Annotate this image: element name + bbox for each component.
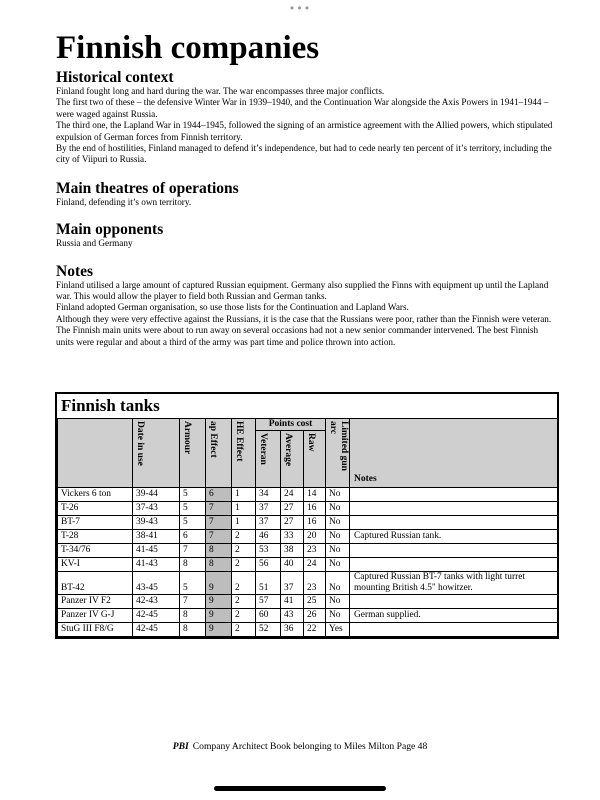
cell-armour: 5 (180, 502, 206, 516)
cell-he: 1 (232, 516, 256, 530)
cell-vet: 34 (256, 488, 281, 502)
cell-limited: No (326, 544, 350, 558)
cell-raw: 16 (304, 502, 326, 516)
cell-armour: 5 (180, 572, 206, 595)
notes-text (56, 280, 556, 348)
table-row (58, 623, 558, 637)
heading-opponents: Main opponents (56, 221, 164, 239)
cell-notes: German supplied. (350, 609, 558, 623)
cell-raw: 22 (304, 623, 326, 637)
heading-historical: Historical context (56, 69, 174, 86)
historical-line: The first two of these – the defensive Winter War in 1939–1940, and the Continuation War alongside the Axis Powers in 1941–1944 – were waged against Russia. (56, 97, 549, 119)
cell-ap: 9 (206, 609, 232, 623)
cell-name: T-34/76 (58, 544, 133, 558)
cell-vet: 60 (256, 609, 281, 623)
cell-avg: 43 (281, 609, 304, 623)
cell-date: 39-44 (133, 488, 180, 502)
cell-limited: No (326, 572, 350, 595)
cell-limited: Yes (326, 623, 350, 637)
header-points-group: Points cost (256, 419, 325, 431)
cell-vet: 57 (256, 595, 281, 609)
header-armour: Armour (180, 419, 206, 488)
header-raw: Raw (305, 433, 316, 452)
cell-avg: 41 (281, 595, 304, 609)
cell-notes (350, 558, 558, 572)
table-row (58, 530, 558, 544)
cell-limited: No (326, 609, 350, 623)
cell-name: Panzer IV F2 (58, 595, 133, 609)
cell-limited: No (326, 595, 350, 609)
cell-avg: 33 (281, 530, 304, 544)
cell-name: Panzer IV G-J (58, 609, 133, 623)
cell-avg: 27 (281, 502, 304, 516)
cell-limited: No (326, 502, 350, 516)
tanks-table-title: Finnish tanks (61, 396, 160, 415)
cell-vet: 46 (256, 530, 281, 544)
cell-vet: 53 (256, 544, 281, 558)
cell-avg: 27 (281, 516, 304, 530)
table-row (58, 572, 558, 595)
cell-name: BT-7 (58, 516, 133, 530)
cell-he: 2 (232, 572, 256, 595)
cell-armour: 7 (180, 595, 206, 609)
cell-armour: 5 (180, 488, 206, 502)
cell-armour: 5 (180, 516, 206, 530)
cell-ap: 8 (206, 544, 232, 558)
cell-raw: 23 (304, 544, 326, 558)
cell-raw: 26 (304, 609, 326, 623)
cell-notes (350, 502, 558, 516)
footer-text: Company Architect Book belonging to Miles Milton Page 48 (192, 741, 428, 752)
historical-line: Finland fought long and hard during the war. The war encompasses three major conflicts. (56, 86, 385, 96)
header-date: Date in use (133, 419, 180, 488)
cell-vet: 52 (256, 623, 281, 637)
cell-date: 41-45 (133, 544, 180, 558)
table-row (58, 609, 558, 623)
tanks-table (57, 418, 558, 637)
header-average: Average (282, 433, 293, 467)
cell-armour: 7 (180, 544, 206, 558)
cell-name: KV-I (58, 558, 133, 572)
cell-he: 2 (232, 544, 256, 558)
historical-line: The third one, the Lapland War in 1944–1945, followed the signing of an armistice agreement with the Allied powers, which stipulated expulsion of German forces from Finnish territory. (56, 120, 553, 142)
footer-label: PBI (172, 741, 189, 752)
cell-notes (350, 544, 558, 558)
cell-vet: 37 (256, 502, 281, 516)
historical-text (56, 86, 556, 166)
cell-ap: 6 (206, 488, 232, 502)
notes-line: Finland adopted German organisation, so use those lists for the Continuation and Lapland Wars. (56, 302, 409, 313)
cell-avg: 36 (281, 623, 304, 637)
home-indicator[interactable] (214, 786, 386, 791)
cell-vet: 51 (256, 572, 281, 595)
cell-limited: No (326, 488, 350, 502)
table-row (58, 595, 558, 609)
page-footer (0, 741, 600, 752)
cell-ap: 7 (206, 530, 232, 544)
cell-armour: 8 (180, 609, 206, 623)
cell-avg: 24 (281, 488, 304, 502)
cell-he: 2 (232, 530, 256, 544)
cell-he: 2 (232, 623, 256, 637)
table-row (58, 502, 558, 516)
cell-ap: 9 (206, 595, 232, 609)
header-name (58, 419, 133, 488)
tanks-table-box (55, 392, 559, 639)
cell-date: 39-43 (133, 516, 180, 530)
cell-notes: Captured Russian BT-7 tanks with light turret mounting British 4.5" howitzer. (350, 572, 558, 595)
header-veteran: Veteran (258, 433, 268, 465)
cell-he: 1 (232, 488, 256, 502)
cell-he: 2 (232, 595, 256, 609)
cell-ap: 9 (206, 572, 232, 595)
table-row (58, 544, 558, 558)
cell-armour: 8 (180, 558, 206, 572)
cell-notes (350, 623, 558, 637)
page-content (56, 30, 556, 348)
header-points (256, 419, 326, 488)
cell-date: 43-45 (133, 572, 180, 595)
cell-limited: No (326, 558, 350, 572)
cell-raw: 20 (304, 530, 326, 544)
cell-avg: 37 (281, 572, 304, 595)
cell-ap: 7 (206, 516, 232, 530)
cell-raw: 25 (304, 595, 326, 609)
cell-raw: 24 (304, 558, 326, 572)
heading-notes: Notes (56, 262, 94, 280)
cell-notes: Captured Russian tank. (350, 530, 558, 544)
cell-armour: 6 (180, 530, 206, 544)
table-row (58, 516, 558, 530)
cell-ap: 7 (206, 502, 232, 516)
cell-date: 41-43 (133, 558, 180, 572)
opponents-text: Russia and Germany (56, 238, 133, 249)
cell-he: 2 (232, 558, 256, 572)
page-title: Finnish companies (56, 30, 320, 66)
cell-name: BT-42 (58, 572, 133, 595)
cell-raw: 14 (304, 488, 326, 502)
cell-date: 42-45 (133, 623, 180, 637)
heading-theatres: Main theatres of operations (56, 179, 239, 197)
cell-date: 42-45 (133, 609, 180, 623)
theatres-text: Finland, defending it’s own territory. (56, 196, 192, 207)
cell-notes (350, 516, 558, 530)
cell-raw: 23 (304, 572, 326, 595)
cell-avg: 40 (281, 558, 304, 572)
cell-limited: No (326, 530, 350, 544)
cell-ap: 9 (206, 623, 232, 637)
notes-line: Although they were very effective against the Russians, it is the case that the Russians were poor, rather than the Finnish were veteran. The Finnish main units were about to run away on several occasions had not a new senior commander intervened. The best Finnish units were regular and about a third of the army was part time and police thrown into action. (56, 313, 552, 347)
cell-notes (350, 595, 558, 609)
cell-raw: 16 (304, 516, 326, 530)
cell-name: T-28 (58, 530, 133, 544)
notes-line: Finland utilised a large amount of captured Russian equipment. Germany also supplied the Finns with equipment up until the Lapland war. This would allow the player to field both Russian and German tanks. (56, 279, 549, 302)
cell-armour: 8 (180, 623, 206, 637)
cell-name: StuG III F8/G (58, 623, 133, 637)
table-row (58, 558, 558, 572)
cell-he: 1 (232, 502, 256, 516)
table-header-row (58, 419, 558, 488)
table-body (58, 488, 558, 637)
cell-notes (350, 488, 558, 502)
cell-date: 37-43 (133, 502, 180, 516)
header-ap: ap Effect (206, 419, 232, 488)
cell-ap: 8 (206, 558, 232, 572)
cell-vet: 56 (256, 558, 281, 572)
header-he: HE Effect (232, 419, 256, 488)
cell-date: 38-41 (133, 530, 180, 544)
header-limited: Limited gun arc (326, 419, 350, 488)
table-row (58, 488, 558, 502)
cell-he: 2 (232, 609, 256, 623)
cell-name: T-26 (58, 502, 133, 516)
cell-name: Vickers 6 ton (58, 488, 133, 502)
cell-avg: 38 (281, 544, 304, 558)
cell-limited: No (326, 516, 350, 530)
cell-date: 42-43 (133, 595, 180, 609)
header-notes: Notes (350, 419, 558, 488)
cell-vet: 37 (256, 516, 281, 530)
top-indicator: ••• (288, 2, 312, 15)
historical-line: By the end of hostilities, Finland managed to defend it’s independence, but had to cede nearly ten percent of it’s territory, including the city of Viipuri to Russia. (56, 143, 552, 165)
